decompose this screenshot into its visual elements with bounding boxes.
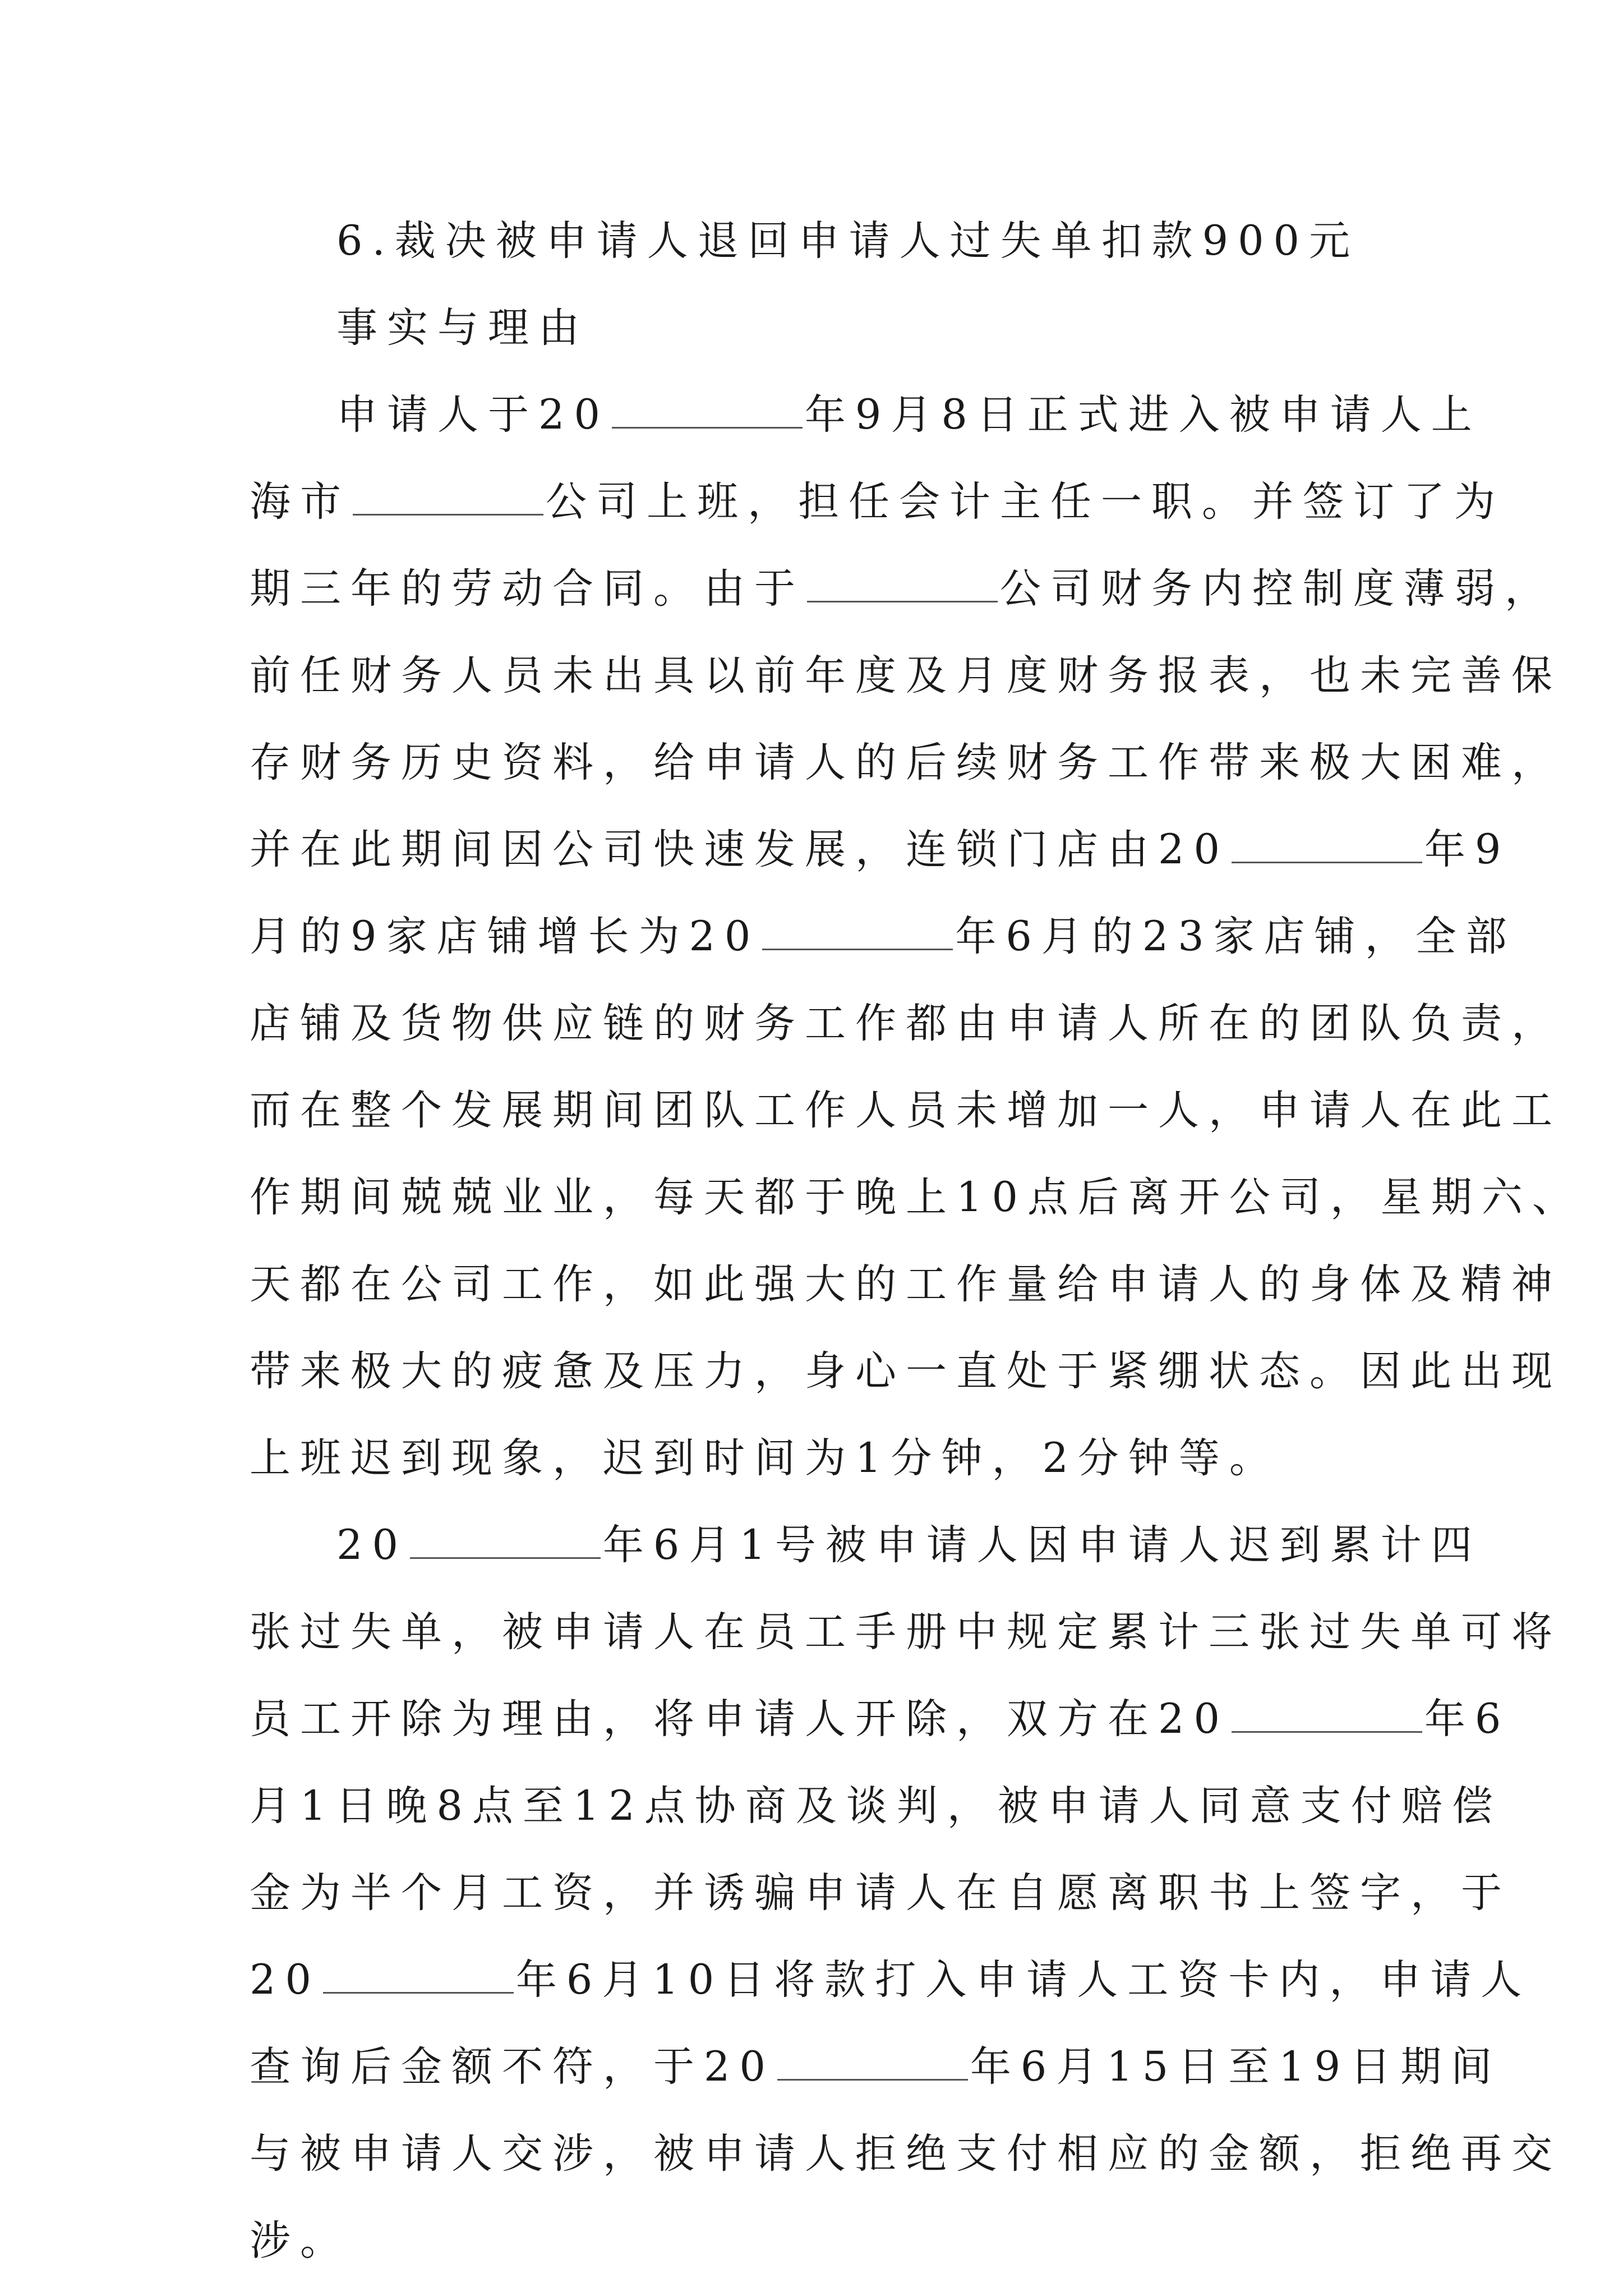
blank-underline	[410, 1522, 601, 1559]
paragraph-line: 申请人于20 年9月8日正式进入被申请人上	[336, 391, 1482, 439]
blank-underline	[762, 914, 953, 950]
paragraph-line: 月的9家店铺增长为20 年6月的23家店铺，全部	[250, 913, 1516, 960]
paragraph-line: 金为半个月工资，并诱骗申请人在自愿离职书上签字，于	[250, 1869, 1511, 1917]
paragraph-line: 天都在公司工作，如此强大的工作量给申请人的身体及精神	[250, 1260, 1562, 1308]
section-heading: 事实与理由	[336, 304, 589, 352]
paragraph-line: 员工开除为理由，将申请人开除，双方在20 年6	[250, 1695, 1511, 1743]
blank-underline	[353, 479, 543, 516]
paragraph-line: 涉。	[250, 2217, 351, 2265]
paragraph-line: 店铺及货物供应链的财务工作都由申请人所在的团队负责，	[250, 1000, 1562, 1047]
paragraph-line: 20 年6月10日将款打入申请人工资卡内，申请人	[250, 1956, 1532, 2004]
blank-underline	[807, 566, 998, 602]
paragraph-line: 海市 公司上班，担任会计主任一职。并签订了为	[250, 478, 1505, 526]
paragraph-line: 存财务历史资料，给申请人的后续财务工作带来极大困难，	[250, 739, 1562, 786]
blank-underline	[612, 392, 803, 429]
paragraph-line: 前任财务人员未出具以前年度及月度财务报表，也未完善保	[250, 652, 1562, 700]
paragraph-line: 与被申请人交涉，被申请人拒绝支付相应的金额，拒绝再交	[250, 2130, 1562, 2178]
paragraph-line: 月1日晚8点至12点协商及谈判，被申请人同意支付赔偿	[250, 1782, 1502, 1830]
paragraph-line: 带来极大的疲惫及压力，身心一直处于紧绷状态。因此出现	[250, 1347, 1562, 1395]
blank-underline	[1232, 827, 1422, 863]
paragraph-line: 期三年的劳动合同。由于 公司财务内控制度薄弱，	[250, 565, 1555, 613]
paragraph-line: 作期间兢兢业业，每天都于晚上10点后离开公司，星期六、	[250, 1174, 1583, 1221]
blank-underline	[777, 2044, 968, 2081]
paragraph-line: 20 年6月1号被申请人因申请人迟到累计四	[336, 1521, 1482, 1569]
paragraph-line: 上班迟到现象，迟到时间为1分钟，2分钟等。	[250, 1434, 1280, 1482]
paragraph-line: 并在此期间因公司快速发展，连锁门店由20 年9	[250, 826, 1511, 873]
blank-underline	[1232, 1696, 1422, 1733]
paragraph-line: 张过失单，被申请人在员工手册中规定累计三张过失单可将	[250, 1608, 1562, 1656]
claim-item-6: 6.裁决被申请人退回申请人过失单扣款900元	[336, 217, 1359, 265]
paragraph-line: 查询后金额不符，于20 年6月15日至19日期间	[250, 2043, 1502, 2091]
blank-underline	[323, 1957, 514, 1994]
paragraph-line: 而在整个发展期间团队工作人员未增加一人，申请人在此工	[250, 1087, 1562, 1134]
